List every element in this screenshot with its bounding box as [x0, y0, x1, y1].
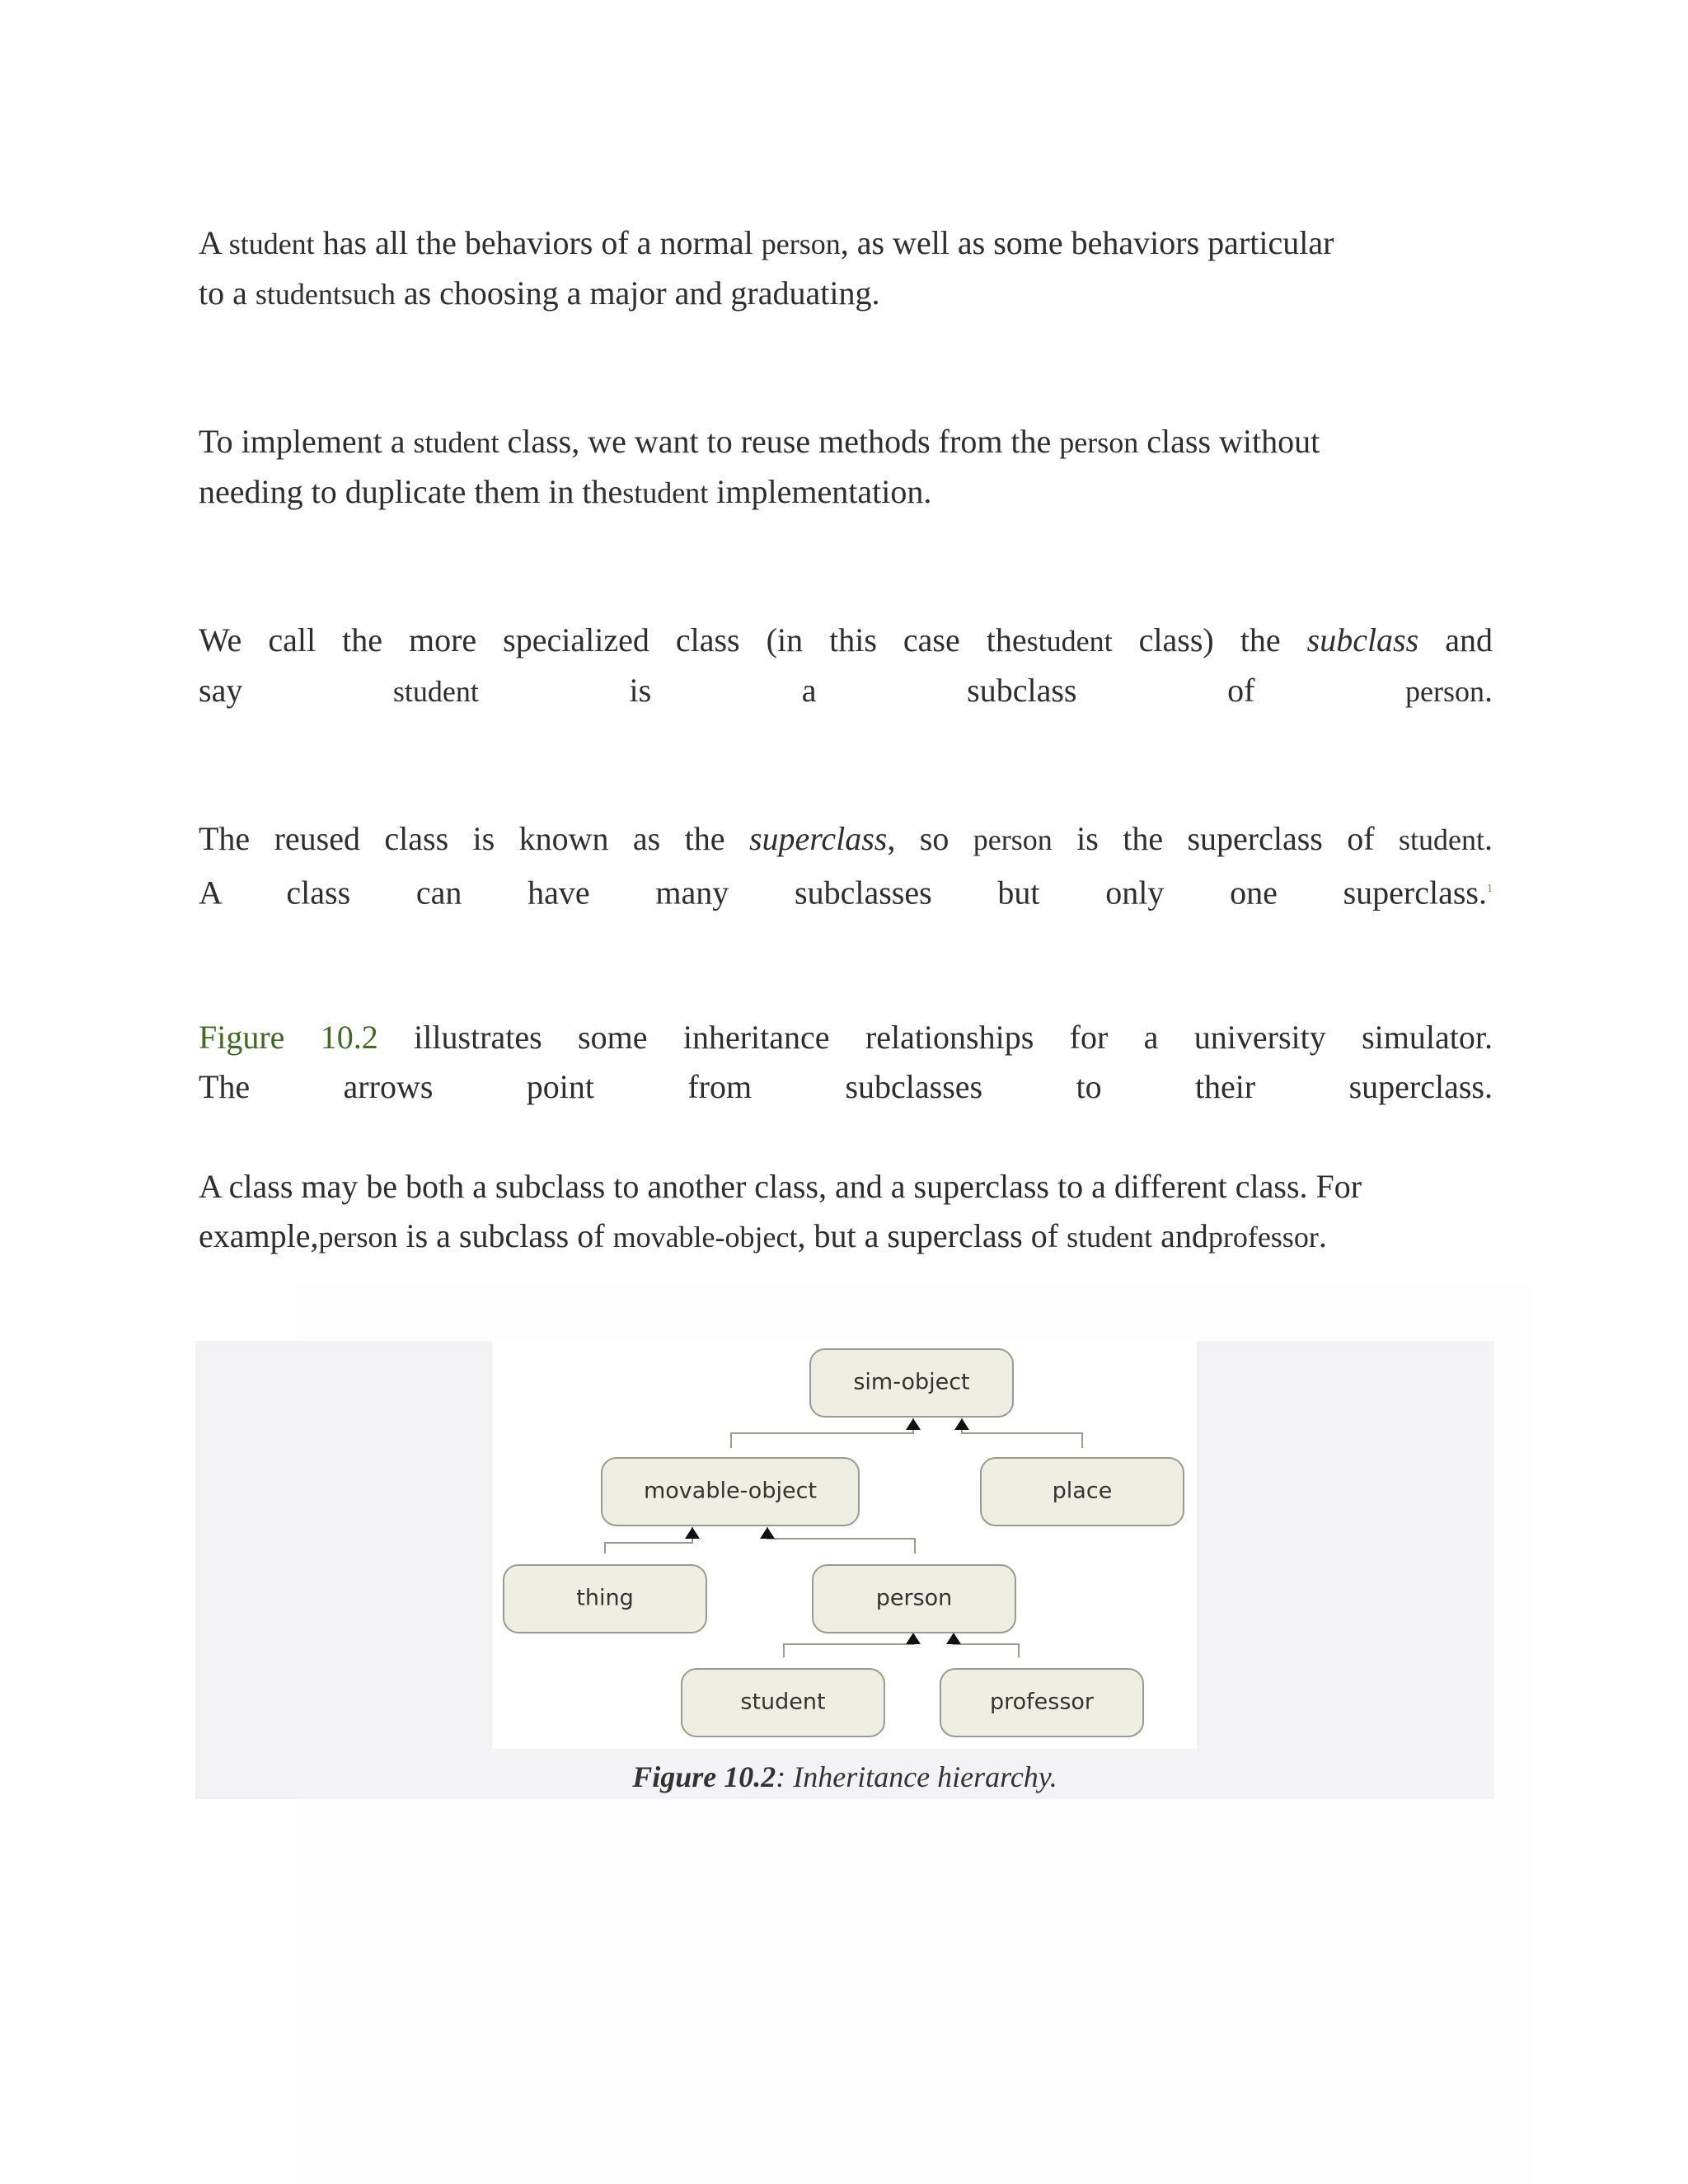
code-term: student: [622, 476, 709, 509]
node-student: [682, 1669, 884, 1736]
arrowhead-icon: [685, 1527, 700, 1539]
text-run: .: [1318, 1217, 1327, 1254]
connector-movable-object-to-sim-object: [731, 1418, 913, 1448]
code-term: person: [1405, 675, 1484, 708]
text-run: needing to duplicate them in the: [199, 473, 623, 510]
text-run: We call the more specialized class (in this case the: [199, 621, 1027, 658]
text-run: The reused class is known as the: [199, 820, 749, 857]
arrowhead-icon: [760, 1527, 775, 1539]
text-run: A: [199, 224, 229, 261]
node-label: place: [1052, 1478, 1113, 1504]
node-professor: [940, 1669, 1143, 1736]
code-term: student: [392, 675, 479, 708]
text-run: and: [1418, 621, 1493, 658]
node-label: student: [740, 1689, 826, 1715]
text-run: class, we want to reuse methods from the: [499, 423, 1060, 460]
paragraph-6: [199, 1162, 1493, 1262]
code-term: student: [228, 227, 315, 260]
connector-person-to-movable-object: [767, 1527, 915, 1554]
text-run: as choosing a major and graduating.: [395, 274, 880, 312]
text-run: is the superclass of: [1052, 820, 1400, 857]
code-term: student: [1399, 823, 1485, 856]
paragraph-4: [199, 814, 1493, 917]
code-term: student: [413, 426, 499, 459]
node-movable-object: [602, 1458, 859, 1526]
arrowhead-icon: [906, 1418, 921, 1430]
code-term: student: [1067, 1221, 1153, 1254]
text-run: class) the: [1112, 621, 1307, 658]
text-run: to a: [199, 274, 256, 312]
paragraph-5: [199, 1013, 1493, 1112]
paragraph-2: [199, 417, 1493, 518]
node-label: professor: [989, 1689, 1095, 1715]
text-run: A class may be both a subclass to another class, and a superclass to a different class. For: [199, 1168, 1362, 1205]
code-term: studentsuch: [255, 278, 396, 311]
caption-text: : Inheritance hierarchy.: [776, 1760, 1057, 1793]
text-run: To implement a: [199, 423, 414, 460]
node-label: movable-object: [643, 1478, 818, 1504]
text-run: .: [1484, 672, 1493, 709]
text-run: The arrows point from subclasses to their superclass.: [199, 1068, 1493, 1105]
text-run: illustrates some inheritance relationships for a university simulator.: [377, 1019, 1493, 1056]
text-run: and: [1152, 1217, 1208, 1254]
text-run: is a subclass of: [397, 1217, 613, 1254]
figure-link[interactable]: Figure 10.2: [199, 1019, 378, 1056]
paragraph-1: [199, 218, 1493, 319]
arrowhead-icon: [946, 1633, 961, 1644]
text-run: is a subclass of: [478, 672, 1406, 709]
code-term: person: [1059, 426, 1139, 459]
connector-thing-to-movable-object: [605, 1527, 692, 1554]
paragraph-last-line: [199, 865, 1493, 917]
text-run: , but a superclass of: [797, 1217, 1067, 1254]
inheritance-diagram: [492, 1341, 1197, 1749]
paragraph-last-line: [199, 666, 1493, 716]
text-run: implementation.: [708, 473, 932, 510]
arrowhead-icon: [954, 1418, 969, 1430]
text-run: , as well as some behaviors particular: [840, 224, 1334, 261]
node-thing: [504, 1565, 706, 1633]
footnote-marker[interactable]: 1: [1487, 883, 1493, 895]
node-sim-object: [810, 1349, 1013, 1417]
text-run: class without: [1138, 423, 1320, 460]
code-term: person: [761, 227, 841, 260]
code-term: person: [973, 823, 1053, 856]
text-run: A class can have many subclasses but only one superclass.: [199, 874, 1487, 912]
node-label: thing: [576, 1585, 634, 1611]
diagram-panel: [492, 1341, 1197, 1749]
text-run: has all the behaviors of a normal: [314, 224, 762, 261]
node-person: [813, 1565, 1015, 1633]
text-run: , so: [887, 820, 973, 857]
text-run: say: [199, 672, 393, 709]
emphasis-term: subclass: [1306, 621, 1419, 658]
code-term: person: [318, 1221, 398, 1254]
caption-label: Figure 10.2: [632, 1760, 776, 1793]
code-term: movable-object: [612, 1221, 798, 1254]
paragraph-3: [199, 616, 1493, 716]
node-place: [981, 1458, 1184, 1526]
emphasis-term: superclass: [748, 820, 888, 857]
node-label: sim-object: [853, 1369, 970, 1395]
connector-student-to-person: [784, 1633, 913, 1657]
connector-place-to-sim-object: [962, 1418, 1082, 1448]
arrowhead-icon: [906, 1633, 921, 1644]
text-run: .: [1484, 820, 1493, 857]
node-label: person: [875, 1585, 953, 1611]
code-term: student: [1026, 625, 1113, 658]
text-run: example,: [199, 1217, 319, 1254]
code-term: professor: [1207, 1221, 1319, 1254]
figure-caption: [195, 1760, 1494, 1794]
connector-professor-to-person: [954, 1633, 1019, 1657]
